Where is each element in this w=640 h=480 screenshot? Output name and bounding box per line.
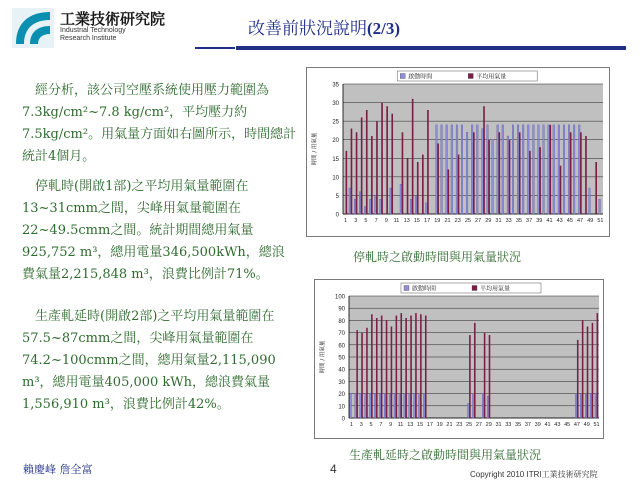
bar-avg-air [549,125,551,214]
y-tick-label: 40 [338,367,345,374]
y-tick-label: 10 [332,175,339,182]
logo-english-name [60,27,126,43]
x-tick-label: 35 [515,422,522,428]
bar-start-time [468,403,470,418]
bar-start-time [441,125,443,214]
bar-start-time [384,394,386,418]
paragraph-pressure: 經分析，該公司空壓系統使用壓力範圍為7.3kg/cm²~7.8 kg/cm²，平均壓力約7.5kg/cm²。用氣量方面如右圖所示，時間總計統計4個月。 [22,83,297,164]
itri-logo [12,6,197,48]
caption-shutdown-chart: 停軋時之啟動時間與用氣量狀況 [353,250,522,264]
bar-start-time [548,125,550,214]
legend-label: 平均用氣量 [476,73,507,81]
x-tick-label: 7 [379,422,383,428]
bar-avg-air [361,117,363,214]
x-tick-label: 41 [546,218,553,224]
logo-english-line1: Industrial Technology [60,27,126,34]
bar-start-time [415,195,417,214]
y-tick-label: 0 [335,212,339,219]
bar-avg-air [469,335,471,418]
bar-avg-air [587,327,589,419]
bar-start-time [390,188,392,214]
bar-avg-air [474,323,476,418]
x-tick-label: 33 [505,218,512,224]
bar-start-time [349,188,351,214]
y-tick-label: 20 [338,392,345,399]
chart-production-svg [315,280,605,440]
bar-start-time [466,132,468,214]
bar-start-time [517,125,519,214]
y-tick-label: 100 [334,294,345,301]
bar-start-time [563,125,565,214]
x-tick-label: 31 [495,218,502,224]
y-tick-label: 70 [338,331,345,338]
bar-avg-air [407,158,409,214]
x-tick-label: 11 [397,422,404,428]
x-tick-label: 5 [364,218,368,224]
bar-start-time [568,125,570,214]
page-number: 4 [330,462,337,476]
x-tick-label: 19 [436,422,443,428]
x-tick-label: 15 [413,218,420,224]
bar-avg-air [391,327,393,419]
bar-start-time [487,396,489,418]
bar-start-time [538,125,540,214]
bar-start-time [389,394,391,418]
itri-logo-icon [12,8,54,48]
bar-start-time [423,394,425,418]
x-tick-label: 23 [456,422,463,428]
x-tick-label: 3 [359,422,363,428]
bar-start-time [507,136,509,214]
bar-start-time [512,125,514,214]
y-tick-label: 5 [335,193,339,200]
slide-title-text: 改善前狀況說明 [248,19,367,39]
bar-avg-air [425,316,427,418]
bar-avg-air [366,110,368,214]
x-tick-label: 17 [424,218,431,224]
caption-production-chart: 生產軋延時之啟動時間與用氣量狀況 [349,448,542,462]
bar-start-time [379,394,381,418]
x-tick-label: 19 [434,218,441,224]
bar-start-time [359,192,361,214]
bar-avg-air [366,328,368,418]
bar-avg-air [577,340,579,418]
bar-start-time [410,199,412,214]
x-tick-label: 25 [464,218,471,224]
bar-avg-air [509,140,511,214]
bar-start-time [451,125,453,214]
x-tick-label: 9 [384,218,388,224]
x-tick-label: 5 [369,422,373,428]
bar-start-time [446,125,448,214]
bar-avg-air [376,121,378,214]
y-tick-label: 90 [338,306,345,313]
bar-start-time [522,125,524,214]
bar-start-time [380,199,382,214]
bar-start-time [599,199,601,214]
x-tick-label: 11 [393,218,400,224]
y-tick-label: 30 [332,101,339,108]
legend-label: 啟動時間 [412,285,437,293]
bar-start-time [497,125,499,214]
y-tick-label: 25 [332,119,339,126]
bar-start-time [354,199,356,214]
x-tick-label: 41 [544,422,551,428]
bar-start-time [527,125,529,214]
bar-start-time [375,195,377,214]
x-tick-label: 43 [556,218,563,224]
x-tick-label: 49 [587,218,594,224]
bar-avg-air [402,132,404,214]
bar-start-time [394,394,396,418]
bar-start-time [487,125,489,214]
x-tick-label: 45 [566,218,573,224]
x-tick-label: 21 [446,422,453,428]
bar-start-time [472,394,474,418]
x-tick-label: 15 [417,422,424,428]
x-tick-label: 3 [354,218,358,224]
x-tick-label: 9 [389,422,393,428]
bar-start-time [400,184,402,214]
bar-avg-air [376,318,378,418]
bar-start-time [533,125,535,214]
x-tick-label: 47 [573,422,581,428]
bar-avg-air [570,132,572,214]
bar-avg-air [597,313,599,418]
bar-start-time [471,125,473,214]
bar-avg-air [361,333,363,418]
x-tick-label: 39 [534,422,541,428]
y-tick-label: 50 [338,355,345,362]
y-axis-label: 時間 / 用氣量 [312,132,318,166]
x-tick-label: 35 [515,218,522,224]
x-tick-label: 1 [349,422,353,428]
paragraph-shutdown: 停軋時(開啟1部)之平均用氣量範圍在13~31cmm之間，尖峰用氣量範圍在22~49.5cmm之間。統計期間總用氣量925,752 m³，總用電量346,500kWh，總浪費氣量2,215,848 m³，浪費比例計71%。 [22,179,285,282]
x-tick-label: 7 [374,218,378,224]
bar-start-time [374,394,376,418]
slide-title [248,14,400,39]
bar-start-time [476,125,478,214]
bar-avg-air [519,132,521,214]
bar-avg-air [412,99,414,214]
bar-start-time [404,394,406,418]
bar-avg-air [351,129,353,214]
x-tick-label: 31 [495,422,502,428]
title-rule-left [195,47,235,49]
bar-avg-air [473,132,475,214]
y-tick-label: 80 [338,318,345,325]
bar-avg-air [346,151,348,214]
x-tick-label: 29 [485,422,492,428]
bar-start-time [595,394,597,418]
bar-avg-air [592,323,594,418]
bar-avg-air [560,166,562,214]
bar-start-time [578,125,580,214]
bar-avg-air [448,169,450,214]
bar-avg-air [391,114,393,214]
x-tick-label: 51 [593,422,600,428]
bar-avg-air [417,162,419,214]
x-tick-label: 39 [536,218,543,224]
x-tick-label: 23 [454,218,461,224]
bar-avg-air [420,314,422,418]
x-tick-label: 27 [475,218,482,224]
title-rule [236,46,626,50]
x-tick-label: 17 [426,422,433,428]
bar-avg-air [437,143,439,214]
y-tick-label: 60 [338,343,345,350]
y-tick-label: 35 [332,82,339,89]
bar-avg-air [498,132,500,214]
x-tick-label: 13 [403,218,410,224]
bar-start-time [456,125,458,214]
y-tick-label: 30 [338,379,345,386]
x-tick-label: 33 [505,422,512,428]
x-tick-label: 47 [576,218,584,224]
legend-label: 平均用氣量 [480,285,511,293]
legend-swatch [400,74,405,79]
y-tick-label: 15 [332,156,339,163]
bar-start-time [589,188,591,214]
bar-avg-air [488,140,490,214]
bar-avg-air [580,132,582,214]
bar-start-time [573,125,575,214]
bar-start-time [369,394,371,418]
bar-start-time [364,207,366,214]
bar-avg-air [371,136,373,214]
bar-start-time [360,394,362,418]
bar-avg-air [381,316,383,418]
y-tick-label: 0 [341,416,345,423]
bar-avg-air [400,313,402,418]
y-tick-label: 20 [332,138,339,145]
bar-avg-air [427,110,429,214]
x-tick-label: 29 [485,218,492,224]
bar-avg-air [405,318,407,418]
bar-start-time [558,125,560,214]
legend-swatch [472,286,477,291]
legend-swatch [404,286,409,291]
bar-avg-air [396,316,398,418]
bar-avg-air [595,162,597,214]
bar-avg-air [483,106,485,214]
bar-avg-air [489,335,491,418]
paragraph-production: 生產軋延時(開啟2部)之平均用氣量範圍在57.5~87cmm之間，尖峰用氣量範圍在74.2~100cmm之間，總用氣量2,115,090 m³，總用電量405,000 kWh，總浪費氣量1,556,910 m³，浪費比例計42%。 [22,309,276,412]
bar-start-time [543,125,545,214]
bar-avg-air [356,330,358,418]
bar-start-time [575,394,577,418]
bar-avg-air [415,313,417,418]
x-tick-label: 13 [407,422,414,428]
bar-avg-air [585,136,587,214]
bar-start-time [419,394,421,418]
chart-shutdown [306,67,610,237]
bar-avg-air [371,314,373,418]
x-tick-label: 21 [444,218,451,224]
bar-start-time [492,140,494,214]
legend-label: 啟動時間 [408,73,433,81]
x-tick-label: 37 [524,422,531,428]
bar-avg-air [386,320,388,418]
x-tick-label: 51 [597,218,604,224]
bar-avg-air [529,151,531,214]
x-tick-label: 27 [475,422,482,428]
chart-production [314,279,604,439]
x-tick-label: 1 [344,218,348,224]
logo-chinese-name: 工業技術研究院 [60,10,166,28]
bar-avg-air [410,316,412,418]
bar-start-time [585,394,587,418]
bar-start-time [425,203,427,214]
bar-start-time [369,199,371,214]
copyright-text: Copyright 2010 ITRI工業技術研究院 [470,470,598,479]
bar-start-time [414,394,416,418]
x-tick-label: 43 [554,422,561,428]
bar-start-time [482,394,484,418]
bar-avg-air [539,147,541,214]
legend-swatch [468,74,473,79]
bar-avg-air [484,333,486,418]
bar-start-time [350,394,352,418]
bar-start-time [553,125,555,214]
bar-start-time [409,394,411,418]
bar-avg-air [386,106,388,214]
bar-start-time [399,394,401,418]
bar-start-time [355,394,357,418]
x-tick-label: 45 [564,422,571,428]
slide-title-part: (2/3) [367,19,401,38]
logo-english-line2: Research Institute [60,35,117,42]
bar-avg-air [582,320,584,418]
y-axis-label: 時間 / 用氣量 [320,340,326,374]
x-tick-label: 37 [526,218,533,224]
bar-start-time [590,394,592,418]
bar-avg-air [422,155,424,214]
bar-avg-air [381,103,383,214]
bar-start-time [502,125,504,214]
x-tick-label: 49 [583,422,590,428]
chart-shutdown-svg [307,68,611,238]
author-names: 賴慶峰 詹全富 [23,463,93,476]
y-tick-label: 10 [338,404,345,411]
bar-start-time [461,125,463,214]
bar-avg-air [356,132,358,214]
bar-start-time [482,129,484,214]
bar-start-time [580,394,582,418]
bar-start-time [365,394,367,418]
bar-start-time [436,125,438,214]
bar-avg-air [458,155,460,214]
x-tick-label: 25 [466,422,473,428]
